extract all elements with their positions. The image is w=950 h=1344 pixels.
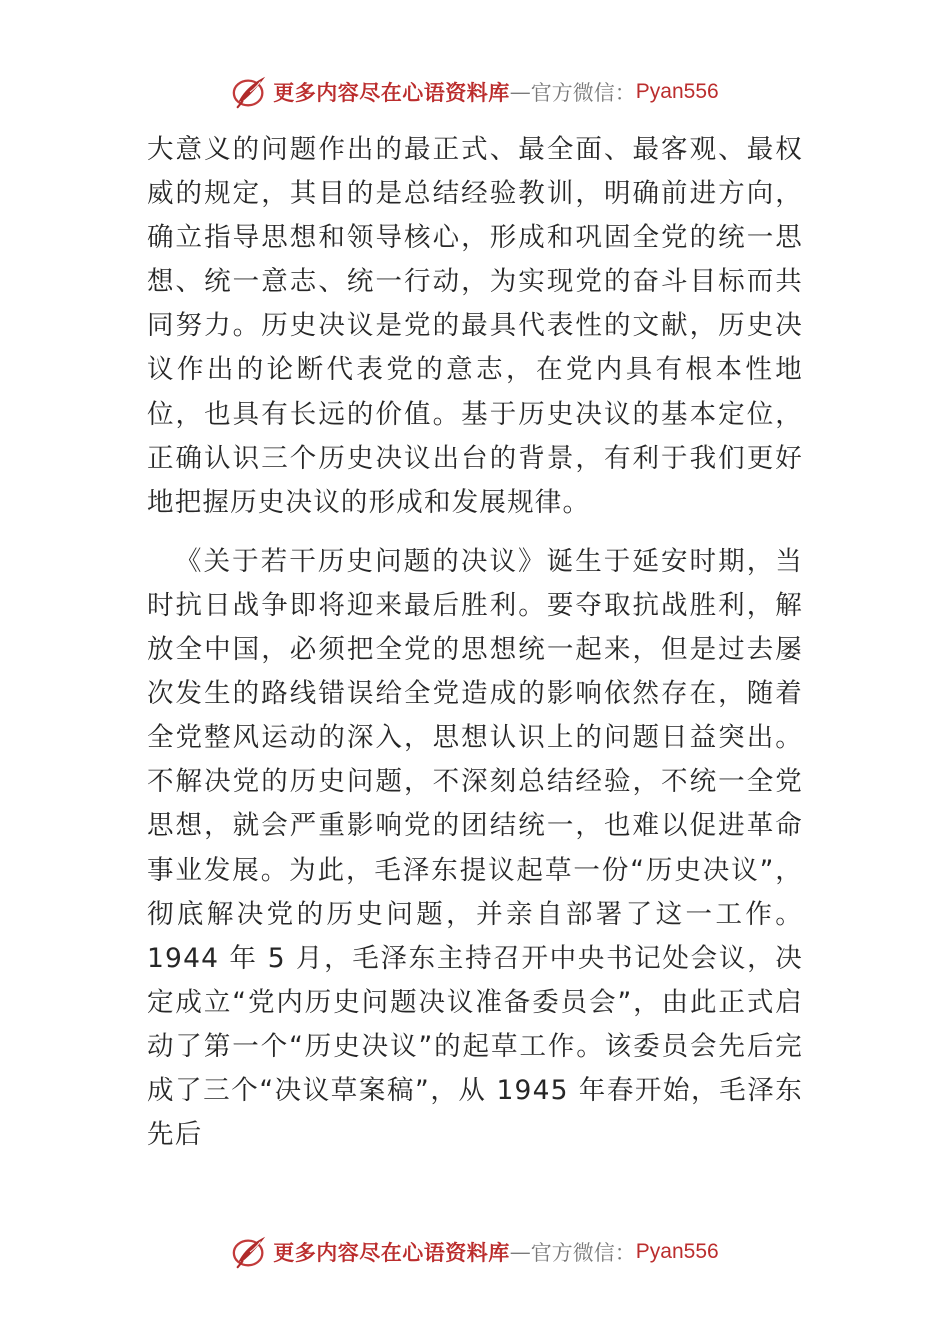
paragraph-1: 大意义的问题作出的最正式、最全面、最客观、最权威的规定，其目的是总结经验教训，明确前进方向，确立指导思想和领导核心，形成和巩固全党的统一思想、统一意志、统一行动，为实现党的奋斗目标而共同努力。历史决议是党的最具代表性的文献，历史决议作出的论断代表党的意志，在党内具有根本性地位，也具有长远的价值。基于历史决议的基本定位，正确认识三个历史决议出台的背景，有利于我们更好地把握历史决议的形成和发展规律。 [147,134,803,518]
header-wechat-id: Pyan556 [635,80,719,103]
header-banner [0,72,950,112]
footer-promo-text: 更多内容尽在心语资料库 [273,1240,510,1265]
footer-wechat-label: 官方微信： [530,1241,636,1265]
footer-dash: — [509,1240,531,1264]
header-dash: — [509,80,531,104]
header-wechat-label: 官方微信： [530,81,636,105]
quill-pen-logo-icon [231,1233,269,1271]
footer-banner [0,1232,950,1272]
quill-pen-logo-icon [231,73,269,111]
footer-wechat-id: Pyan556 [635,1240,719,1263]
paragraph-2: 《关于若干历史问题的决议》诞生于延安时期，当时抗日战争即将迎来最后胜利。要夺取抗战胜利，解放全中国，必须把全党的思想统一起来，但是过去屡次发生的路线错误给全党造成的影响依然存在，随着全党整风运动的深入，思想认识上的问题日益突出。不解决党的历史问题，不深刻总结经验，不统一全党思想，就会严重影响党的团结统一，也难以促进革命事业发展。为此，毛泽东提议起草一份“历史决议”，彻底解决党的历史问题，并亲自部署了这一工作。1944 年 5 月，毛泽东主持召开中央书记处会议，决定成立“党内历史问题决议准备委员会”，由此正式启动了第一个“历史决议”的起草工作。该委员会先后完成了三个“决议草案稿”，从 1945 年春开始，毛泽东先后 [147,545,803,1151]
document-body [147,128,803,1157]
header-promo-text: 更多内容尽在心语资料库 [273,80,510,105]
